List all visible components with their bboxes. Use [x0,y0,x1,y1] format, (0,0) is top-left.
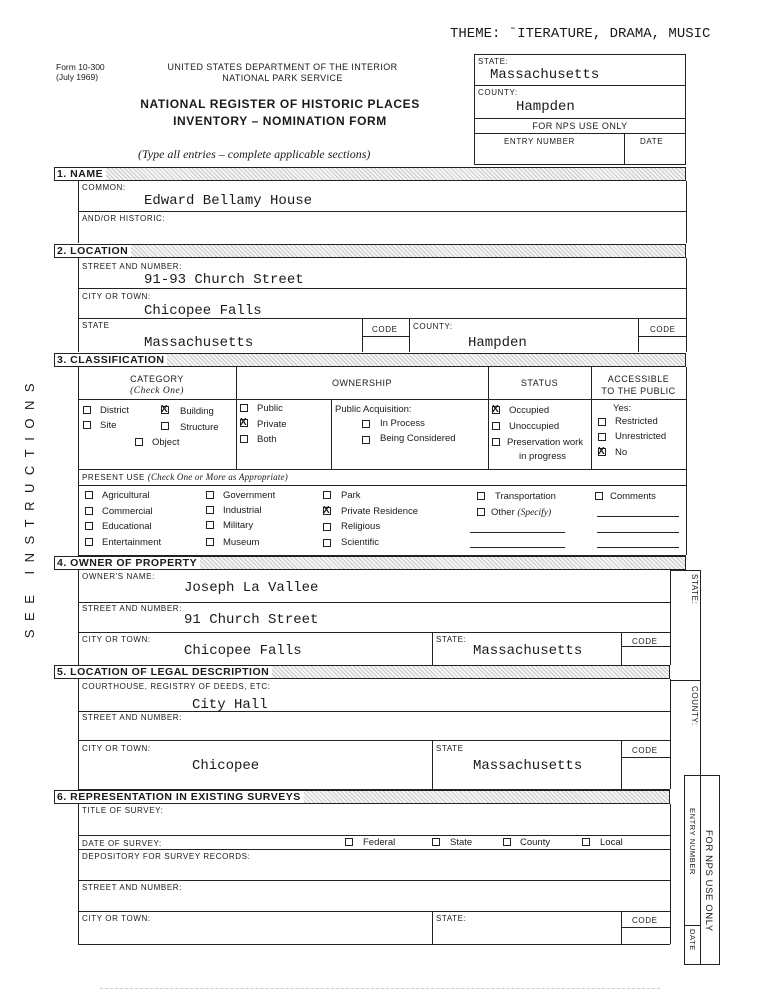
unrestricted-checkbox[interactable] [598,433,606,441]
museum-label: Museum [223,537,260,548]
in-process-label: In Process [380,418,425,429]
survey-city-label: CITY OR TOWN: [82,914,151,923]
section4-bar [54,556,686,570]
section3-bar [54,353,686,367]
state-survey-label: State [450,837,473,848]
owner-state-value: Massachusetts [473,643,583,659]
form-title-line1: NATIONAL REGISTER OF HISTORIC PLACES [140,97,420,111]
present-use-note: (Check One or More as Appropriate) [147,472,288,482]
present-use-text: PRESENT USE [82,473,145,482]
header-state-value: Massachusetts [490,67,600,83]
present-use-label [82,473,288,482]
museum-checkbox[interactable] [206,538,214,546]
loc-state-value: Massachusetts [144,335,254,351]
form-id: Form 10-300 [56,62,105,72]
accessible-no-label: No [615,447,628,458]
agency-line: NATIONAL PARK SERVICE [222,73,343,83]
federal-label: Federal [363,837,396,848]
unoccupied-checkbox[interactable] [492,422,500,430]
category-subheader: (Check One) [130,386,184,396]
legal-street-label: STREET AND NUMBER: [82,713,182,722]
military-checkbox[interactable] [206,521,214,529]
legal-code-label: CODE [632,746,658,755]
owner-state-label: STATE: [436,635,467,644]
unoccupied-label: Unoccupied [509,421,560,432]
header-county-label: COUNTY: [478,88,518,97]
date-label: DATE [640,137,664,146]
survey-state-label: STATE: [436,914,467,923]
other-specify: (Specify) [517,508,552,518]
ownership-header: OWNERSHIP [331,378,392,388]
department-line: UNITED STATES DEPARTMENT OF THE INTERIOR [167,62,398,72]
owner-code-label: CODE [632,637,658,646]
loc-city-label: CITY OR TOWN: [82,292,151,301]
see-instructions-text: SEE INSTRUCTIONS [22,375,37,639]
industrial-checkbox[interactable] [206,506,214,514]
being-considered-label: Being Considered [380,433,456,444]
entry-number-label: ENTRY NUMBER [504,137,575,146]
section5-title: 5. LOCATION OF LEGAL DESCRIPTION [55,666,272,678]
department-heading [140,62,425,84]
private-checkbox[interactable] [240,419,248,427]
military-label: Military [223,520,254,531]
private-residence-label: Private Residence [341,506,419,517]
legal-city-value: Chicopee [192,758,260,774]
public-acquisition-label: Public Acquisition: [335,404,412,415]
loc-city-value: Chicopee Falls [144,303,262,319]
legal-state-label: STATE [436,744,464,753]
side-nps-use: FOR NPS USE ONLY [703,830,714,932]
both-label: Both [257,434,277,445]
commercial-label: Commercial [102,506,153,517]
survey-title-label: TITLE OF SURVEY: [82,806,164,815]
educational-checkbox[interactable] [85,522,93,530]
structure-checkbox[interactable] [161,422,169,430]
site-label: Site [100,420,117,431]
being-considered-checkbox[interactable] [362,436,370,444]
private-label: Private [257,419,287,430]
preservation-work-checkbox[interactable] [492,438,500,446]
owner-city-label: CITY OR TOWN: [82,635,151,644]
scientific-checkbox[interactable] [323,539,331,547]
public-checkbox[interactable] [240,404,248,412]
section1-bar [54,167,686,181]
section6-bar [54,790,670,804]
public-label: Public [257,403,283,414]
loc-street-value: 91-93 Church Street [144,272,304,288]
county-survey-label: County [520,837,551,848]
scan-edge [100,988,660,989]
transportation-label: Transportation [495,491,556,502]
form-title-line2: INVENTORY – NOMINATION FORM [173,114,387,128]
entertainment-label: Entertainment [102,537,162,548]
section6-title: 6. REPRESENTATION IN EXISTING SURVEYS [55,791,304,803]
transportation-checkbox[interactable] [477,492,485,500]
private-residence-checkbox[interactable] [323,507,331,515]
object-checkbox[interactable] [135,438,143,446]
legal-city-label: CITY OR TOWN: [82,744,151,753]
building-label: Building [180,406,214,417]
loc-street-label: STREET AND NUMBER: [82,262,182,271]
loc-code-label-2: CODE [650,325,676,334]
survey-street-label: STREET AND NUMBER: [82,883,182,892]
historic-label: AND/OR HISTORIC: [82,214,166,223]
side-entry-number: ENTRY NUMBER [688,808,697,875]
restricted-label: Restricted [615,416,658,427]
county-survey-checkbox[interactable] [503,838,511,846]
category-header-text: CATEGORY [130,374,184,384]
comments-checkbox[interactable] [595,492,603,500]
loc-county-label: COUNTY: [413,322,453,331]
accessible-line2: TO THE PUBLIC [601,386,676,396]
agricultural-label: Agricultural [102,490,150,501]
district-checkbox[interactable] [83,406,91,414]
site-checkbox[interactable] [83,421,91,429]
preservation-work-label: Preservation work [507,437,584,448]
owner-name-value: Joseph La Vallee [184,580,319,596]
form-number [56,62,105,82]
park-checkbox[interactable] [323,491,331,499]
loc-state-label: STATE [82,321,110,330]
park-label: Park [341,490,361,501]
side-county-label: COUNTY: [690,686,699,726]
commercial-checkbox[interactable] [85,507,93,515]
government-label: Government [223,490,276,501]
section2-bar [54,244,686,258]
side-state-label: STATE: [690,574,699,605]
federal-checkbox[interactable] [345,838,353,846]
restricted-checkbox[interactable] [598,418,606,426]
religious-label: Religious [341,521,381,532]
section4-title: 4. OWNER OF PROPERTY [55,557,200,569]
building-checkbox[interactable] [161,406,169,414]
local-survey-checkbox[interactable] [582,838,590,846]
owner-name-label: OWNER'S NAME: [82,572,155,581]
loc-code-label: CODE [372,325,398,334]
owner-street-value: 91 Church Street [184,612,319,628]
theme-text: THEME: ˉITERATURE, DRAMA, MUSIC [450,26,711,42]
state-survey-checkbox[interactable] [432,838,440,846]
section5-bar [54,665,670,679]
structure-label: Structure [180,422,219,433]
section1-title: 1. NAME [55,168,106,180]
owner-street-label: STREET AND NUMBER: [82,604,182,613]
accessible-line1: ACCESSIBLE [607,374,670,384]
scientific-label: Scientific [341,537,380,548]
section3-title: 3. CLASSIFICATION [55,354,167,366]
occupied-checkbox[interactable] [492,406,500,414]
both-checkbox[interactable] [240,435,248,443]
comments-label: Comments [610,491,656,502]
nps-use-label: FOR NPS USE ONLY [532,121,628,131]
instructions-text: (Type all entries – complete applicable sections) [138,147,371,161]
header-county-value: Hampden [516,99,575,115]
government-checkbox[interactable] [206,491,214,499]
accessible-header [591,373,686,397]
survey-code-label: CODE [632,916,658,925]
courthouse-label: COURTHOUSE, REGISTRY OF DEEDS, ETC: [82,682,271,691]
in-progress-label: in progress [519,451,566,462]
legal-state-value: Massachusetts [473,758,583,774]
loc-county-value: Hampden [468,335,527,351]
side-date: DATE [688,929,697,951]
local-survey-label: Local [600,837,623,848]
entertainment-checkbox[interactable] [85,538,93,546]
survey-date-label: DATE OF SURVEY: [82,839,162,848]
industrial-label: Industrial [223,505,262,516]
district-label: District [100,405,130,416]
object-label: Object [152,437,180,448]
common-name-value: Edward Bellamy House [144,193,313,209]
owner-city-value: Chicopee Falls [184,643,302,659]
section2-title: 2. LOCATION [55,245,131,257]
in-process-checkbox[interactable] [362,420,370,428]
depository-label: DEPOSITORY FOR SURVEY RECORDS: [82,852,251,861]
religious-checkbox[interactable] [323,523,331,531]
status-header: STATUS [520,378,559,388]
form-date: (July 1969) [56,72,99,82]
accessible-no-checkbox[interactable] [598,448,606,456]
unrestricted-label: Unrestricted [615,431,667,442]
common-label: COMMON: [82,183,126,192]
agricultural-checkbox[interactable] [85,491,93,499]
header-state-label: STATE: [478,57,509,66]
courthouse-value: City Hall [192,697,268,713]
accessible-yes-label: Yes: [613,403,632,414]
other-checkbox[interactable] [477,508,485,516]
other-text: Other [491,507,515,518]
form-title [110,96,450,130]
occupied-label: Occupied [509,405,550,416]
category-header [78,373,236,397]
other-label [491,507,551,519]
educational-label: Educational [102,521,152,532]
